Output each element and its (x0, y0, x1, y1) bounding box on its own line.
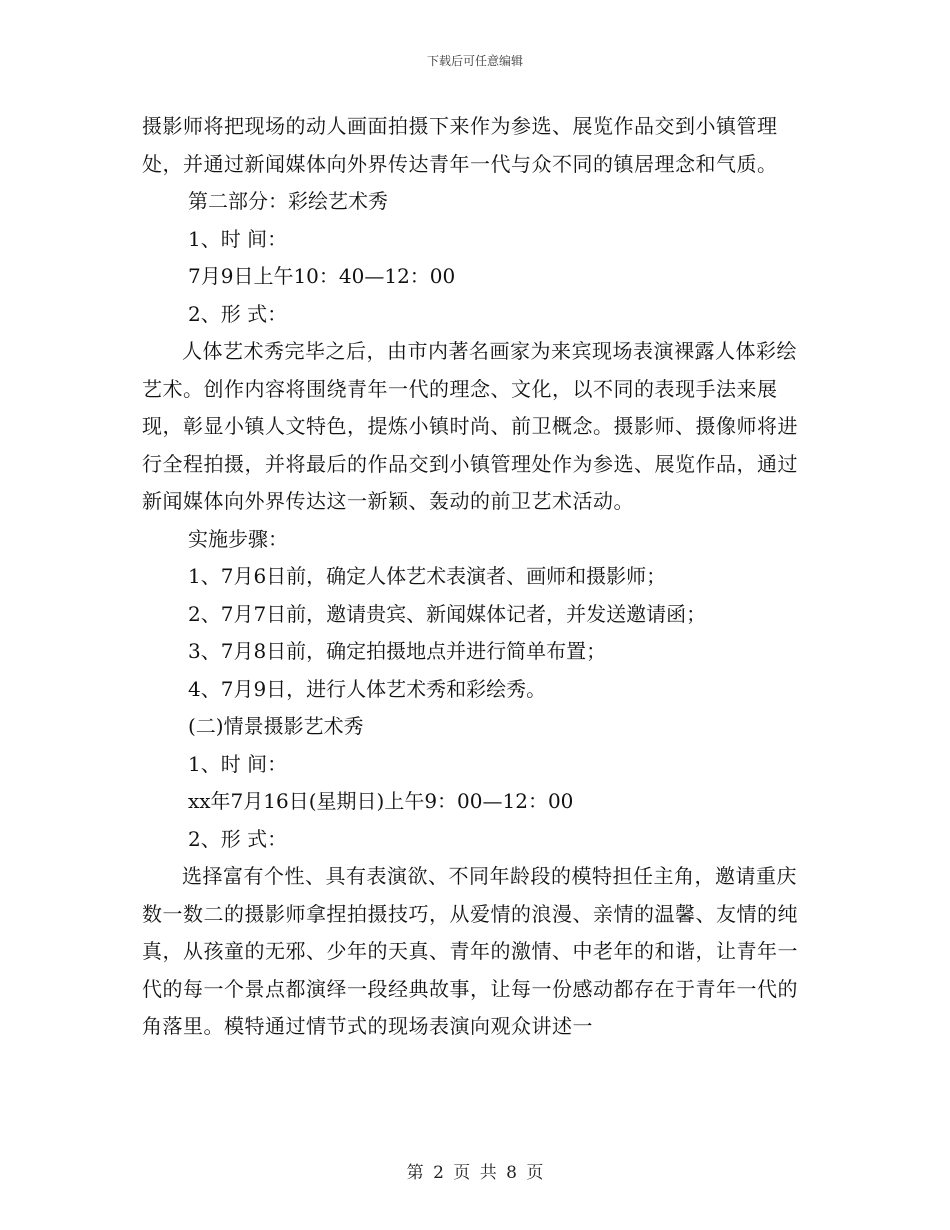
step-item: 4、7月9日，进行人体艺术秀和彩绘秀。 (188, 676, 547, 701)
paragraph-body-painting: 人体艺术秀完毕之后，由市内著名画家为来宾现场表演裸露人体彩绘艺术。创作内容将围绕青年一代的理念、文化，以不同的表现手法来展现，彰显小镇人文特色，提炼小镇时尚、前卫概念。摄影师、摄像师将进行全程拍摄，并将最后的作品交到小镇管理处作为参选、展览作品，通过新闻媒体向外界传达这一新颖、轰动的前卫艺术活动。 (142, 339, 798, 513)
time-value: xx年7月16日(星期日)上午9：00—12：00 (188, 789, 574, 813)
format-label: 2、形 式： (188, 301, 288, 326)
time-label: 1、时 间： (188, 226, 288, 251)
document-body (142, 108, 808, 1046)
format-label: 2、形 式： (188, 826, 288, 851)
paragraph-scene-photography: 选择富有个性、具有表演欲、不同年龄段的模特担任主角，邀请重庆数一数二的摄影师拿捏拍摄技巧，从爱情的浪漫、亲情的温馨、友情的纯真，从孩童的无邪、少年的天真、青年的激情、中老年的和谐，让青年一代的每一个景点都演绎一段经典故事，让每一份感动都存在于青年一代的角落里。模特通过情节式的现场表演向观众讲述一 (142, 864, 798, 1038)
section-heading-part-two: 第二部分：彩绘艺术秀 (188, 189, 388, 213)
page-footer: 第 2 页 共 8 页 (406, 1163, 544, 1183)
page-header: 下载后可任意编辑 (426, 54, 523, 68)
step-item: 2、7月7日前，邀请贵宾、新闻媒体记者，并发送邀请函； (188, 601, 707, 626)
time-value: 7月9日上午10：40—12：00 (188, 264, 456, 288)
step-item: 1、7月6日前，确定人体艺术表演者、画师和摄影师； (188, 564, 667, 588)
step-item: 3、7月8日前，确定拍摄地点并进行简单布置； (188, 639, 607, 663)
time-label: 1、时 间： (188, 751, 288, 776)
paragraph-photography-continuation: 摄影师将把现场的动人画面拍摄下来作为参选、展览作品交到小镇管理处，并通过新闻媒体向外界传达青年一代与众不同的镇居理念和气质。 (142, 114, 778, 176)
steps-heading: 实施步骤： (188, 526, 288, 551)
section-heading-scene-photography: (二)情景摄影艺术秀 (188, 714, 364, 738)
